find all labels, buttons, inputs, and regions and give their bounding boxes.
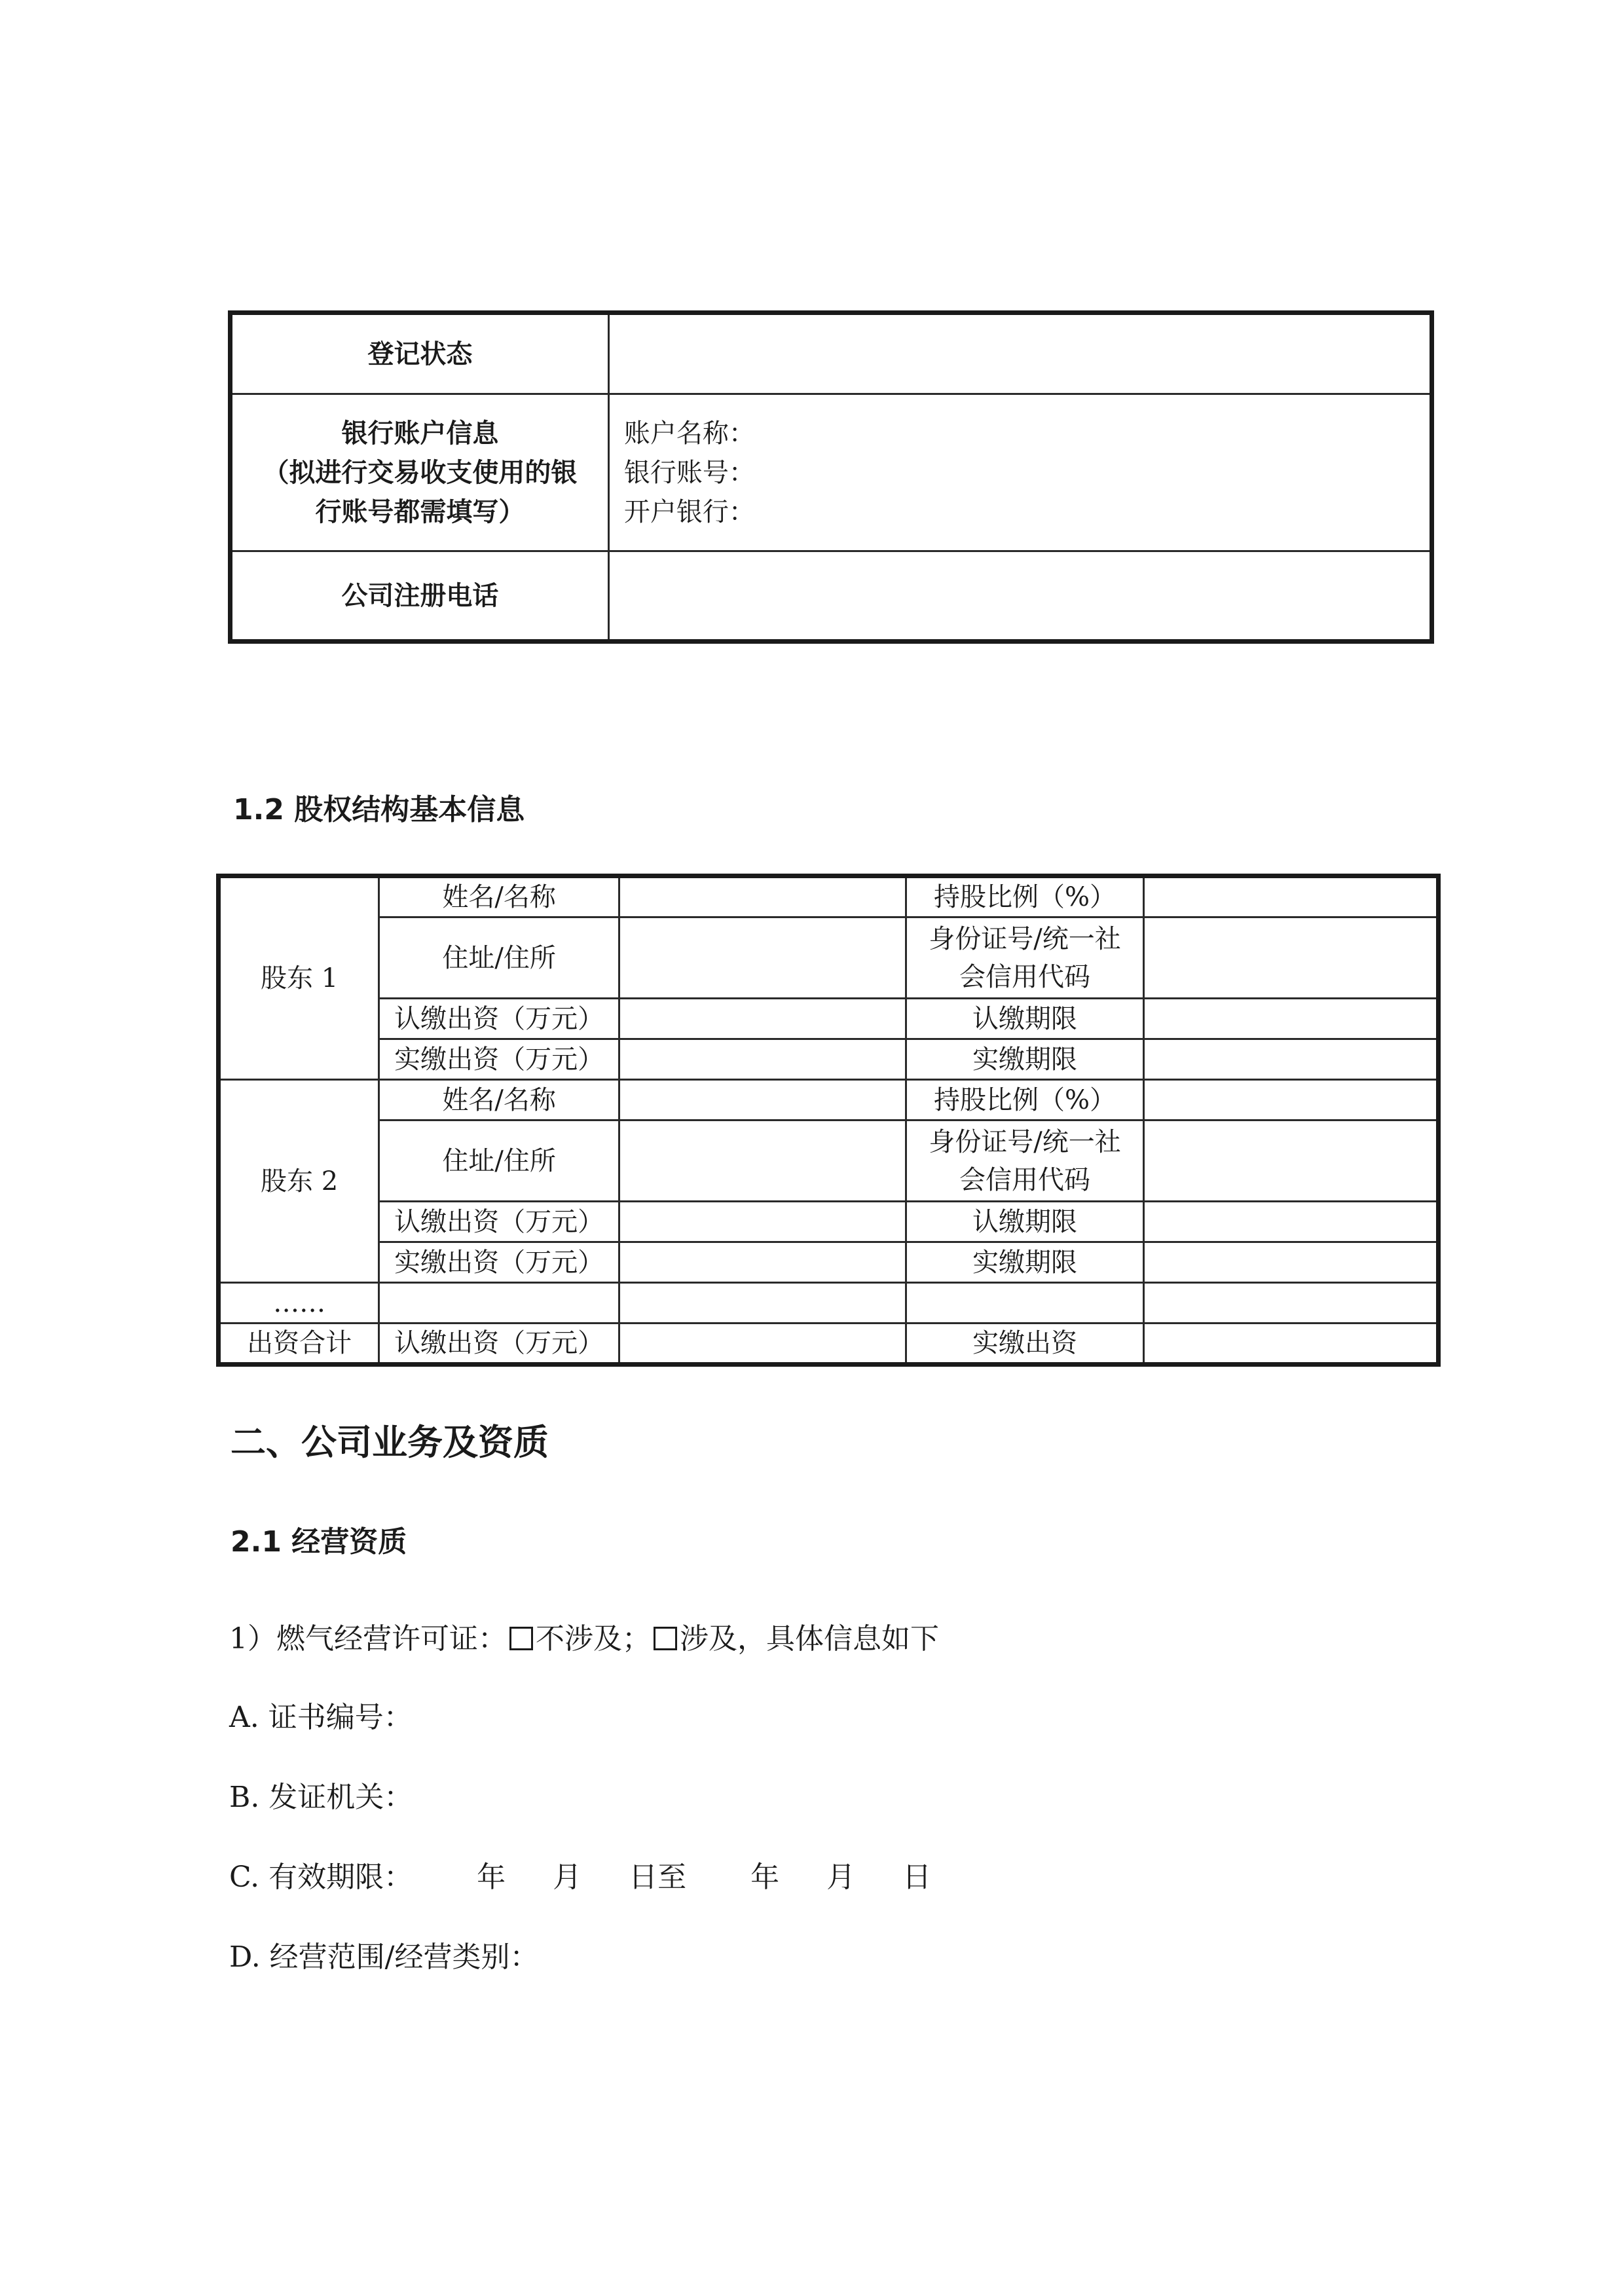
- bank-account-label-line-1: 银行账户信息: [341, 418, 499, 449]
- subscribed-term-label: 认缴期限: [906, 1202, 1144, 1242]
- id-value[interactable]: [1143, 917, 1438, 999]
- gas-license-line: [229, 1615, 939, 1657]
- id-label-line-2: 会信用代码: [959, 1164, 1090, 1195]
- gas-license-label: 1）燃气经营许可证：: [229, 1622, 507, 1656]
- opening-bank-label: 开户银行：: [623, 496, 755, 527]
- not-involved-label: 不涉及；: [536, 1622, 651, 1656]
- account-name-label: 账户名称：: [623, 418, 755, 449]
- section-1-2-heading: 1.2 股权结构基本信息: [233, 793, 525, 826]
- paid-label: 实缴出资（万元）: [379, 1242, 619, 1283]
- registered-phone-label: 公司注册电话: [231, 551, 609, 642]
- paid-label: 实缴出资（万元）: [379, 1039, 619, 1080]
- involved-checkbox[interactable]: [654, 1627, 677, 1650]
- day-to-label: 日至: [629, 1861, 687, 1894]
- issuing-authority-label: B. 发证机关：: [229, 1781, 413, 1814]
- total-subscribed-label: 认缴出资（万元）: [379, 1324, 619, 1365]
- not-involved-checkbox[interactable]: [509, 1627, 533, 1650]
- subscribed-term-value[interactable]: [1143, 999, 1438, 1039]
- paid-term-value[interactable]: [1143, 1242, 1438, 1283]
- subscribed-value[interactable]: [619, 1202, 906, 1242]
- bank-account-label-line-3: 行账号都需填写）: [315, 496, 525, 527]
- address-value[interactable]: [619, 1120, 906, 1202]
- bank-account-label: [231, 394, 609, 551]
- year-label: 年: [750, 1861, 780, 1894]
- validity-period-label: C. 有效期限：: [229, 1861, 413, 1894]
- month-label: 月: [826, 1861, 856, 1894]
- empty-cell[interactable]: [619, 1283, 906, 1324]
- address-label: 住址/住所: [379, 1120, 619, 1202]
- bank-account-label-line-2: （拟进行交易收支使用的银: [263, 457, 578, 488]
- certificate-number-label: A. 证书编号：: [229, 1701, 413, 1734]
- section-2-heading: 二、公司业务及资质: [231, 1422, 549, 1463]
- day-label: 日: [902, 1861, 932, 1894]
- name-value[interactable]: [619, 1080, 906, 1120]
- id-label-line-1: 身份证号/统一社: [929, 1126, 1121, 1157]
- equity-structure-table: [216, 874, 1441, 1367]
- month-label: 月: [553, 1861, 582, 1894]
- total-paid-label: 实缴出资: [906, 1324, 1144, 1365]
- business-scope-label: D. 经营范围/经营类别：: [229, 1940, 539, 1974]
- total-label: 出资合计: [219, 1324, 379, 1365]
- address-label: 住址/住所: [379, 917, 619, 999]
- account-number-label: 银行账号：: [623, 457, 755, 488]
- subscribed-label: 认缴出资（万元）: [379, 1202, 619, 1242]
- paid-term-label: 实缴期限: [906, 1039, 1144, 1080]
- paid-term-value[interactable]: [1143, 1039, 1438, 1080]
- address-value[interactable]: [619, 917, 906, 999]
- ratio-value[interactable]: [1143, 876, 1438, 917]
- ratio-label: 持股比例（%）: [906, 1080, 1144, 1120]
- company-info-table: [228, 310, 1434, 644]
- registered-phone-value[interactable]: [608, 551, 1431, 642]
- subscribed-label: 认缴出资（万元）: [379, 999, 619, 1039]
- id-label-line-1: 身份证号/统一社: [929, 923, 1121, 954]
- subscribed-term-value[interactable]: [1143, 1202, 1438, 1242]
- paid-value[interactable]: [619, 1242, 906, 1283]
- shareholder-2-label: 股东 2: [219, 1080, 379, 1283]
- subscribed-value[interactable]: [619, 999, 906, 1039]
- id-label: [906, 917, 1144, 999]
- ellipsis-label: ……: [219, 1283, 379, 1324]
- validity-period-line: [229, 1853, 931, 1895]
- paid-value[interactable]: [619, 1039, 906, 1080]
- id-label-line-2: 会信用代码: [959, 961, 1090, 992]
- total-paid-value[interactable]: [1143, 1324, 1438, 1365]
- shareholder-1-label: 股东 1: [219, 876, 379, 1080]
- empty-cell[interactable]: [1143, 1283, 1438, 1324]
- ratio-value[interactable]: [1143, 1080, 1438, 1120]
- section-2-1-heading: 2.1 经营资质: [231, 1525, 407, 1559]
- registration-status-value[interactable]: [608, 313, 1431, 394]
- involved-label: 涉及，具体信息如下: [680, 1622, 939, 1656]
- bank-account-value[interactable]: [608, 394, 1431, 551]
- empty-cell[interactable]: [906, 1283, 1144, 1324]
- total-subscribed-value[interactable]: [619, 1324, 906, 1365]
- subscribed-term-label: 认缴期限: [906, 999, 1144, 1039]
- ratio-label: 持股比例（%）: [906, 876, 1144, 917]
- registration-status-label: 登记状态: [231, 313, 609, 394]
- id-value[interactable]: [1143, 1120, 1438, 1202]
- empty-cell[interactable]: [379, 1283, 619, 1324]
- name-label: 姓名/名称: [379, 876, 619, 917]
- id-label: [906, 1120, 1144, 1202]
- name-label: 姓名/名称: [379, 1080, 619, 1120]
- year-label: 年: [477, 1861, 506, 1894]
- paid-term-label: 实缴期限: [906, 1242, 1144, 1283]
- name-value[interactable]: [619, 876, 906, 917]
